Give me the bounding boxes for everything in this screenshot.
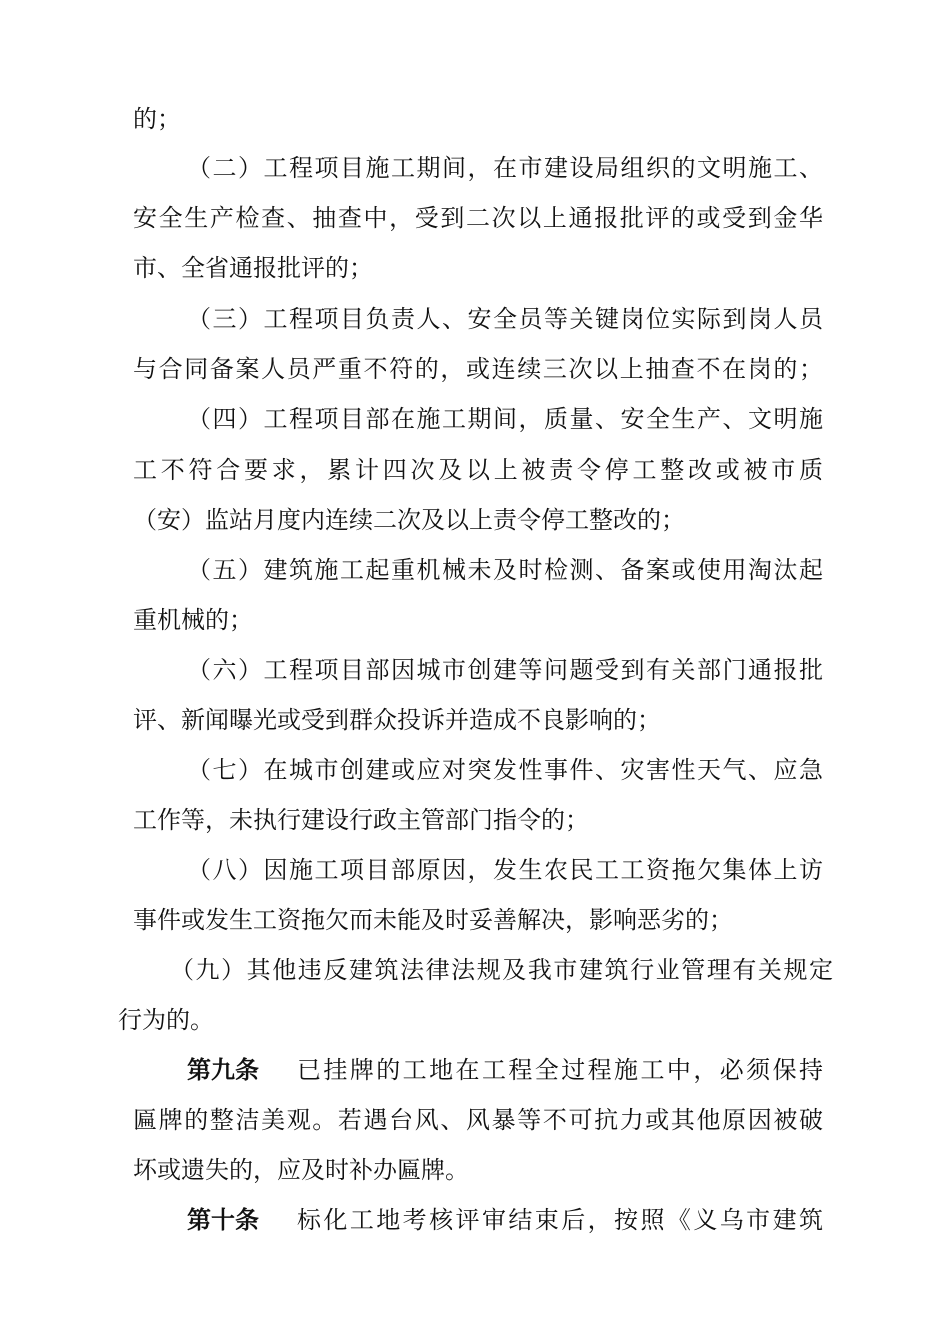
text-line: 行为的。 <box>118 1006 214 1034</box>
text-line: 工作等，未执行建设行政主管部门指令的； <box>133 806 589 834</box>
text-line: （五）建筑施工起重机械未及时检测、备案或使用淘汰起 <box>187 556 823 584</box>
text-line: （安）监站月度内连续二次及以上责令停工整改的； <box>133 506 685 534</box>
text-line: 与合同备案人员严重不符的，或连续三次以上抽查不在岗的； <box>133 355 823 383</box>
article-9-heading: 第九条 <box>187 1056 259 1084</box>
text-line: 评、新闻曝光或受到群众投诉并造成不良影响的； <box>133 706 661 734</box>
text-line: 事件或发生工资拖欠而未能及时妥善解决，影响恶劣的； <box>133 906 733 934</box>
text-line: 市、全省通报批评的； <box>133 254 373 282</box>
text-line: 安全生产检查、抽查中，受到二次以上通报批评的或受到金华 <box>133 204 823 232</box>
text-line: 坏或遗失的，应及时补办匾牌。 <box>133 1156 469 1184</box>
article-10-heading: 第十条 <box>187 1206 259 1234</box>
text-line: （二）工程项目施工期间，在市建设局组织的文明施工、 <box>187 154 823 182</box>
text-line: 已挂牌的工地在工程全过程施工中，必须保持 <box>297 1056 823 1084</box>
text-line: （九）其他违反建筑法律法规及我市建筑行业管理有关规定 <box>170 956 833 984</box>
text-line: （七）在城市创建或应对突发性事件、灾害性天气、应急 <box>187 756 823 784</box>
text-line: 匾牌的整洁美观。若遇台风、风暴等不可抗力或其他原因被破 <box>133 1106 823 1134</box>
text-line: 标化工地考核评审结束后，按照《义乌市建筑 <box>297 1206 823 1234</box>
text-line: 重机械的； <box>133 606 253 634</box>
text-line: （八）因施工项目部原因，发生农民工工资拖欠集体上访 <box>187 856 823 884</box>
text-line: 工不符合要求，累计四次及以上被责令停工整改或被市质 <box>133 456 823 484</box>
text-line: （三）工程项目负责人、安全员等关键岗位实际到岗人员 <box>187 305 823 333</box>
text-line: 的； <box>133 105 181 133</box>
text-line: （六）工程项目部因城市创建等问题受到有关部门通报批 <box>187 656 823 684</box>
text-line: （四）工程项目部在施工期间，质量、安全生产、文明施 <box>187 405 823 433</box>
